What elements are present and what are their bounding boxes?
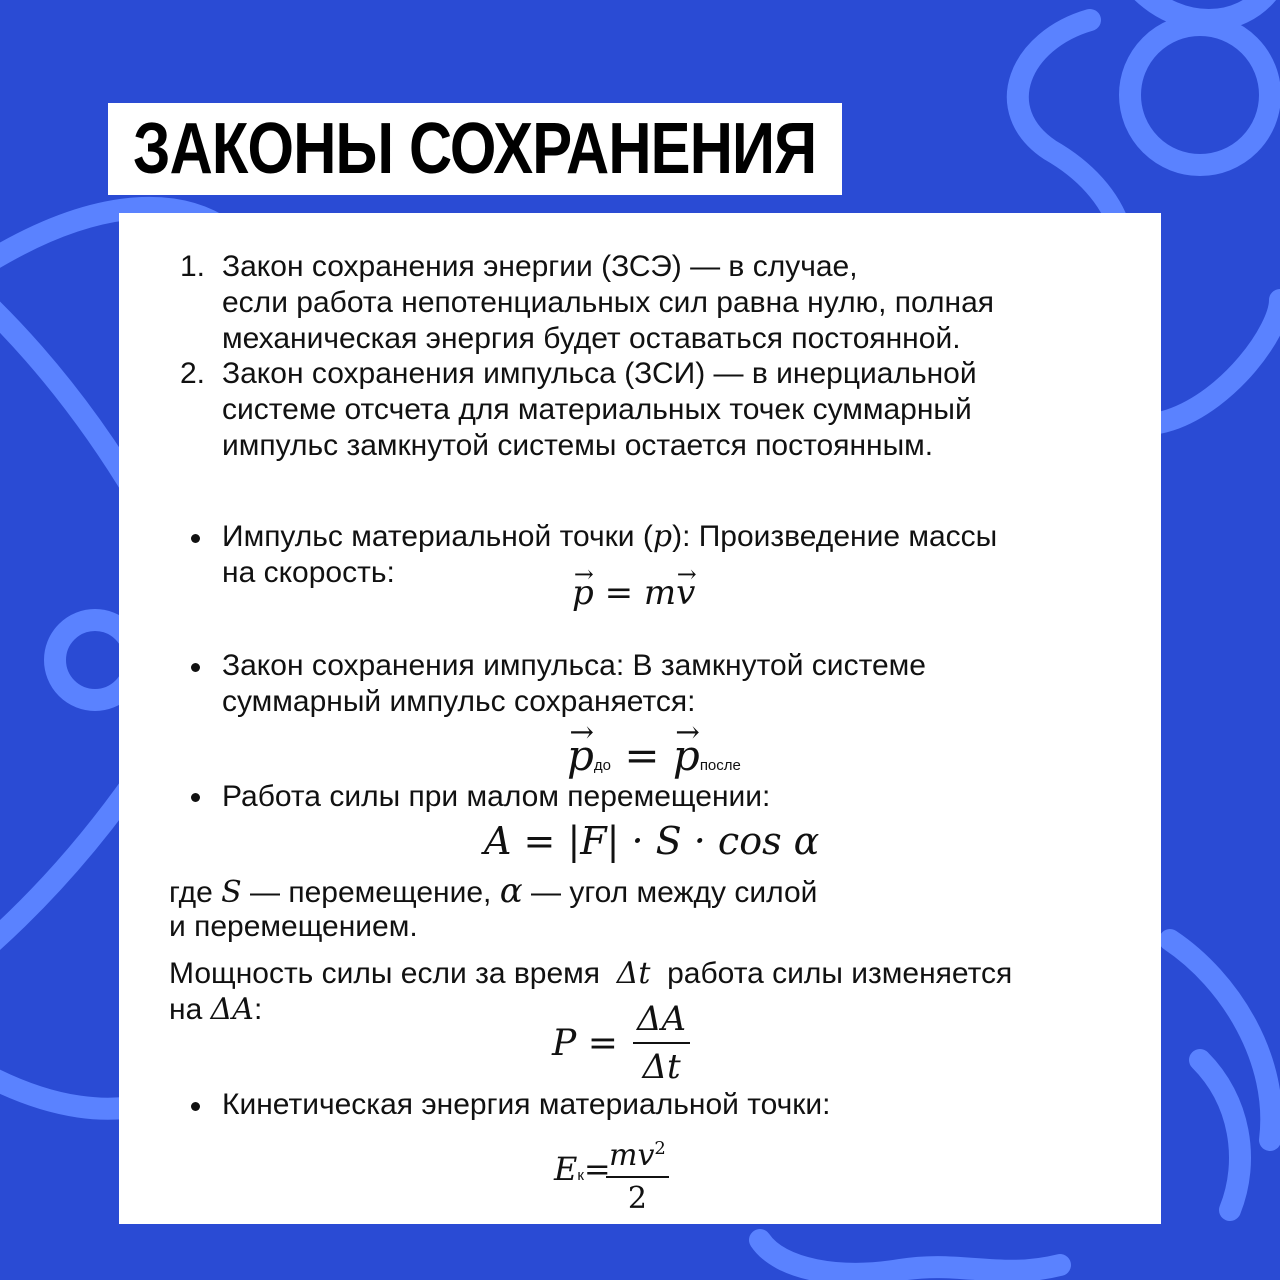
momentum-formula: → p = m→ v	[572, 573, 695, 613]
law-1-line-3: механическая энергия будет оставаться постоянной.	[222, 322, 961, 355]
kinetic-fraction	[606, 1129, 669, 1220]
page-title: ЗАКОНЫ СОХРАНЕНИЯ	[133, 109, 817, 189]
kinetic-denominator: 2	[627, 1181, 647, 1216]
power-fraction	[633, 996, 690, 1090]
bullet-work	[191, 793, 200, 802]
conservation-line-2: суммарный импульс сохраняется:	[222, 685, 696, 718]
conservation-line-1: Закон сохранения импульса: В замкнутой системе	[222, 649, 926, 682]
content-card	[119, 213, 1161, 1224]
power-formula-lhs: P =	[552, 1023, 618, 1064]
title-banner	[108, 103, 842, 195]
power-numerator: ΔA	[633, 996, 690, 1044]
kinetic-formula-lhs: Eк=	[554, 1150, 611, 1188]
momentum-line-1: Импульс материальной точки (p): Произведение массы	[222, 519, 998, 554]
law-1-number: 1.	[180, 250, 206, 283]
conservation-formula: → pдо = → pпосле	[567, 731, 741, 780]
kinetic-line-1: Кинетическая энергия материальной точки:	[222, 1088, 831, 1121]
power-line-1: Мощность силы если за время Δt работа силы изменяется	[169, 956, 1013, 991]
work-explanation-1: где S — перемещение, α — угол между силой	[169, 871, 818, 911]
work-formula: A = |F| · S · cos α	[484, 819, 820, 863]
work-explanation-2: и перемещением.	[169, 910, 418, 943]
law-2-number: 2.	[180, 357, 206, 390]
kinetic-numerator: $mv^2$	[606, 1129, 669, 1178]
bullet-kinetic	[191, 1102, 200, 1111]
power-line-2: на ΔA:	[169, 992, 263, 1027]
bullet-momentum	[191, 534, 200, 543]
momentum-line-2: на скорость:	[222, 556, 395, 589]
law-1-line-2: если работа непотенциальных сил равна нулю, полная	[222, 286, 995, 319]
bullet-conservation	[191, 663, 200, 672]
law-2-line-1: Закон сохранения импульса (ЗСИ) — в инерциальной	[222, 357, 977, 390]
work-line-1: Работа силы при малом перемещении:	[222, 780, 771, 813]
power-denominator: Δt	[642, 1047, 681, 1087]
law-1-line-1: Закон сохранения энергии (ЗСЭ) — в случае,	[222, 250, 858, 283]
law-2-line-2: системе отсчета для материальных точек суммарный	[222, 393, 972, 426]
law-2-line-3: импульс замкнутой системы остается постоянным.	[222, 429, 934, 462]
